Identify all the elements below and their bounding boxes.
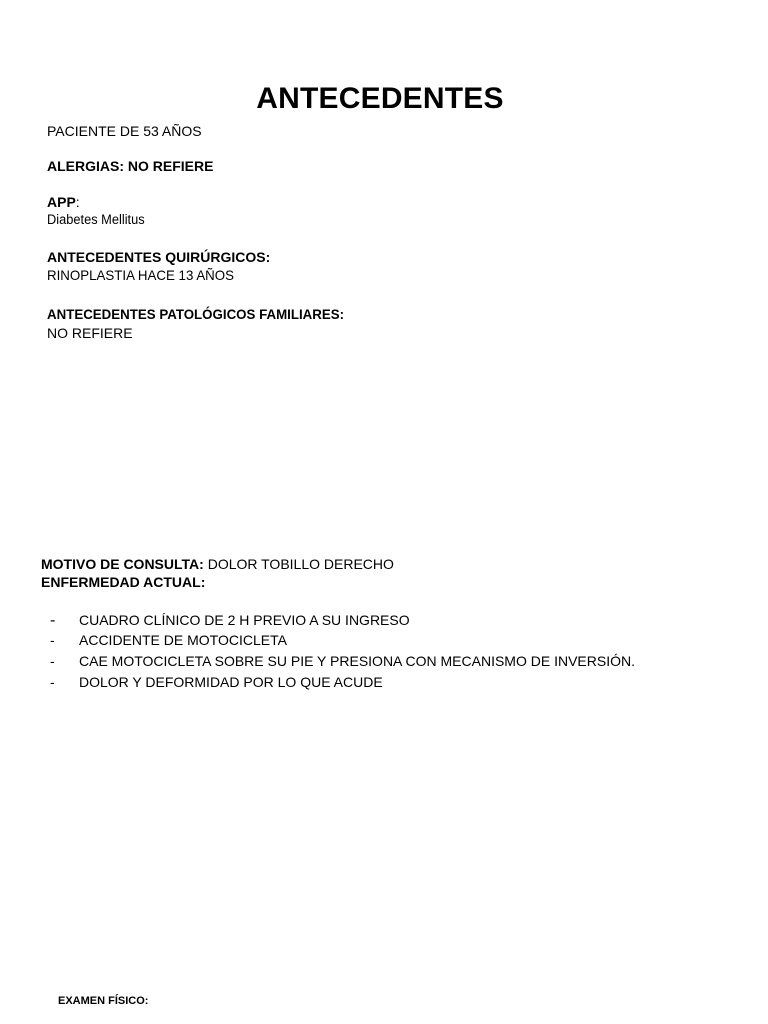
list-item	[50, 612, 410, 630]
list-item-text: ACCIDENTE DE MOTOCICLETA	[79, 632, 287, 648]
consult-value: DOLOR TOBILLO DERECHO	[203, 556, 394, 572]
family-heading: ANTECEDENTES PATOLÓGICOS FAMILIARES:	[47, 306, 345, 322]
allergies: ALERGIAS: NO REFIERE	[47, 158, 214, 174]
app-value: Diabetes Mellitus	[47, 212, 145, 227]
list-item	[50, 674, 383, 690]
surgical-heading: ANTECEDENTES QUIRÚRGICOS:	[47, 249, 271, 265]
app-heading-line	[47, 194, 80, 210]
consult-label: MOTIVO DE CONSULTA:	[41, 556, 204, 572]
list-item-text: DOLOR Y DEFORMIDAD POR LO QUE ACUDE	[79, 674, 383, 690]
list-item-text: CAE MOTOCICLETA SOBRE SU PIE Y PRESIONA CON MECANISMO DE INVERSIÓN.	[79, 653, 635, 669]
surgical-value: RINOPLASTIA HACE 13 AÑOS	[47, 267, 235, 283]
bullet-dash: -	[50, 674, 55, 690]
current-illness-heading: ENFERMEDAD ACTUAL:	[41, 574, 206, 590]
bullet-dash: -	[50, 632, 55, 648]
bullet-dash: -	[50, 653, 55, 669]
consult-line	[41, 556, 394, 572]
app-heading: APP	[47, 194, 76, 210]
bullet-dash: -	[50, 612, 56, 629]
patient-age: PACIENTE DE 53 AÑOS	[47, 123, 202, 139]
list-item	[50, 632, 287, 648]
page-title: ANTECEDENTES	[256, 82, 504, 115]
family-value: NO REFIERE	[47, 325, 133, 341]
list-item	[50, 653, 635, 669]
physical-exam-heading: EXAMEN FÍSICO:	[58, 995, 149, 1007]
app-colon: :	[75, 194, 80, 210]
list-item-text: CUADRO CLÍNICO DE 2 H PREVIO A SU INGRESO	[79, 612, 410, 628]
